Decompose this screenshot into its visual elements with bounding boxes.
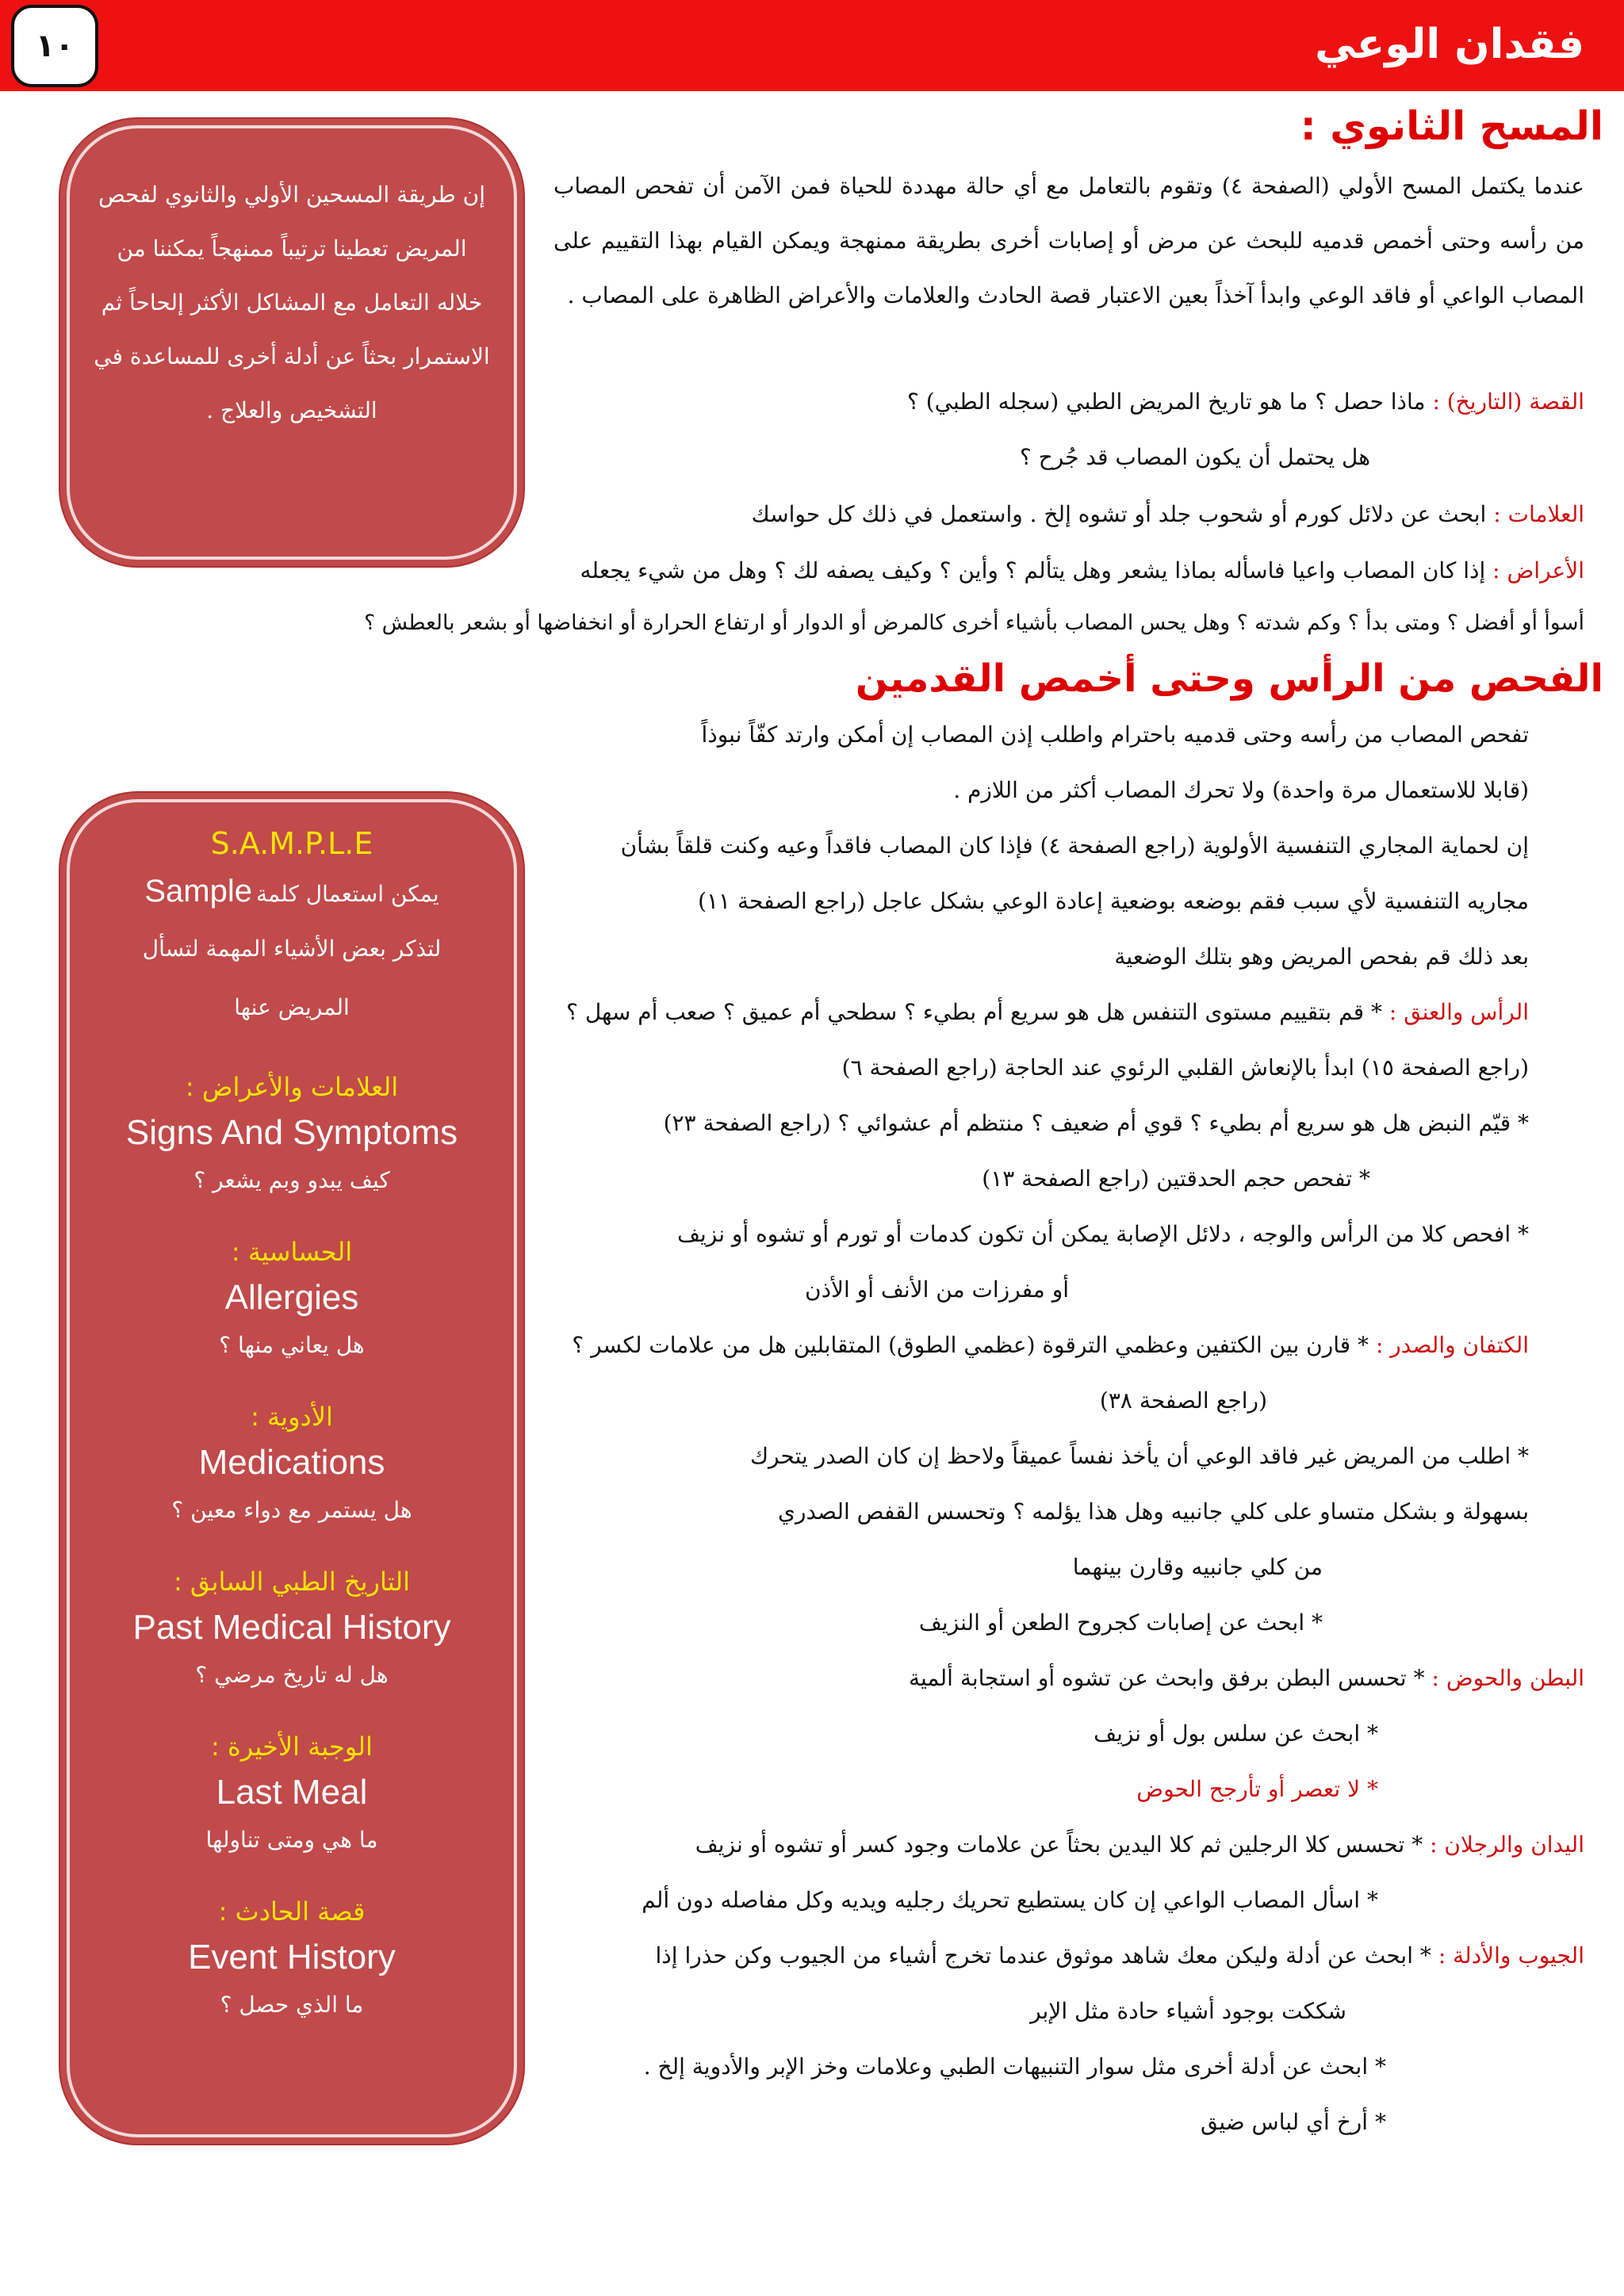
sample-allergies-title: الحساسية : [231, 1237, 353, 1267]
sample-meal-english: Last Meal [216, 1773, 368, 1812]
sample-meal-title: الوجبة الأخيرة : [211, 1732, 373, 1762]
story-label: القصة (التاريخ) : [1432, 388, 1584, 415]
head-neck-label: الرأس والعنق : [1388, 999, 1529, 1025]
sample-intro-ar: يمكن استعمال كلمة [256, 881, 439, 907]
head-neck-text-1: * قم بتقييم مستوى التنفس هل هو سريع أم بطيء ؟ سطحي أم عميق ؟ صعب أم سهل ؟ [566, 999, 1382, 1025]
sample-medications-english: Medications [198, 1443, 385, 1482]
exam-intro-line-2: (قابلا للاستعمال مرة واحدة) ولا تحرك المصاب أكثر من اللازم . [953, 777, 1529, 803]
info-box-text: إن طريقة المسحين الأولي والثانوي لفحص المريض تعطينا ترتيباً ممنهجاً يمكننا من خلاله التعامل مع المشاكل الأكثر إلحاحاً ثم الاستمرار بحثاً عن أدلة أخرى للمساعدة في التشخيص والعلاج . [94, 182, 490, 423]
sample-allergies-question: هل يعاني منها ؟ [219, 1332, 365, 1358]
story-text: ماذا حصل ؟ ما هو تاريخ المريض الطبي (سجله الطبي) ؟ [906, 388, 1426, 415]
sample-signs-question: كيف يبدو وبم يشعر ؟ [193, 1167, 390, 1193]
shoulders-label: الكتفان والصدر : [1375, 1332, 1529, 1358]
sample-signs-english: Signs And Symptoms [125, 1113, 458, 1152]
shoulders-line-3: * اطلب من المريض غير فاقد الوعي أن يأخذ نفساً عميقاً ولاحظ إن كان الصدر يتحرك [749, 1443, 1529, 1469]
section-intro-paragraph: عندما يكتمل المسح الأولي (الصفحة ٤) وتقوم بالتعامل مع أي حالة مهددة للحياة فمن الآمن أن تفحص المصاب من رأسه وحتى أخمص قدميه للبحث عن مرض أو إصابات أخرى بطريقة ممنهجة ويمكن القيام بهذا التقييم على المصاب الواعي أو فاقد الوعي وابدأ آخذاً بعين الاعتبار قصة الحادث والعلامات والأعراض الظاهرة على المصاب . [553, 173, 1585, 308]
info-box-sample [67, 799, 517, 2137]
abdomen-label: البطن والحوض : [1431, 1665, 1584, 1691]
story-line [907, 388, 1584, 415]
sample-history-title: التاريخ الطبي السابق : [173, 1567, 411, 1597]
limbs-line-2: * اسأل المصاب الواعي إن كان يستطيع تحريك رجليه ويديه وكل مفاصله دون ألم [642, 1887, 1378, 1913]
sample-intro-en: Sample [144, 874, 252, 909]
signs-text: ابحث عن دلائل كورم أو شحوب جلد أو تشوه إلخ . واستعمل في ذلك كل حواسك [751, 501, 1487, 527]
sample-allergies-english: Allergies [224, 1278, 359, 1317]
limbs-label: اليدان والرجلان : [1430, 1831, 1584, 1858]
head-neck-line-6: أو مفرزات من الأنف أو الأذن [805, 1276, 1069, 1303]
abdomen-text-1: * تحسس البطن برفق وابحث عن تشوه أو استجابة ألمية [908, 1665, 1425, 1691]
pockets-line-1 [656, 1942, 1584, 1969]
sample-history-question: هل له تاريخ مرضي ؟ [195, 1662, 389, 1688]
sample-event-english: Event History [188, 1938, 396, 1976]
shoulders-line-1 [572, 1332, 1529, 1358]
symptoms-line-2: أسوأ أو أفضل ؟ ومتى بدأ ؟ وكم شدته ؟ وهل يحس المصاب بأشياء أخرى كالمرض أو الدوار أو ارتفاع الحرارة أو انخفاضها أو بشعر بالعطش ؟ [364, 610, 1584, 635]
limbs-text-1: * تحسس كلا الرجلين ثم كلا اليدين بحثاً عن علامات وجود كسر أو تشوه أو نزيف [695, 1831, 1423, 1858]
head-neck-line-3: * قيّم النبض هل هو سريع أم بطيء ؟ قوي أم ضعيف ؟ منتظم أم عشوائي ؟ (راجع الصفحة ٢٣) [663, 1110, 1529, 1136]
symptoms-label: الأعراض : [1492, 557, 1584, 584]
abdomen-line-1 [909, 1665, 1584, 1691]
page-number: ١٠ [35, 28, 75, 64]
story-line-2: هل يحتمل أن يكون المصاب قد جُرح ؟ [1019, 444, 1370, 470]
head-neck-line-5: * افحص كلا من الرأس والوجه ، دلائل الإصابة يمكن أن تكون كدمات أو تورم أو تشوه أو نزيف [676, 1221, 1529, 1247]
page-number-badge [11, 5, 98, 87]
shoulders-text-1: * قارن بين الكتفين وعظمي الترقوة (عظمي الطوق) المتقابلين هل من علامات لكسر ؟ [572, 1332, 1369, 1358]
section-heading-secondary-survey: المسح الثانوي : [1300, 103, 1603, 149]
head-neck-line-2: (راجع الصفحة ١٥) ابدأ بالإنعاش القلبي الرئوي عند الحاجة (راجع الصفحة ٦) [841, 1054, 1529, 1081]
exam-intro-line-4: مجاريه التنفسية لأي سبب فقم بوضعه بوضعية إعادة الوعي بشكل عاجل (راجع الصفحة ١١) [698, 888, 1529, 914]
exam-intro-line-5: بعد ذلك قم بفحص المريض وهو بتلك الوضعية [1114, 943, 1529, 970]
sample-intro-line-1 [70, 874, 514, 909]
abdomen-line-3-warning: * لا تعصر أو تأرجح الحوض [1136, 1776, 1378, 1802]
sample-intro-line-3: المريض عنها [234, 994, 350, 1020]
pockets-text-1: * ابحث عن أدلة وليكن معك شاهد موثوق عندما تخرج أشياء من الجيوب وكن حذرا إذا [655, 1942, 1431, 1969]
info-box-survey-method [67, 125, 517, 560]
sample-medications-question: هل يستمر مع دواء معين ؟ [171, 1497, 412, 1523]
signs-line [752, 501, 1584, 527]
head-neck-line-1 [566, 999, 1529, 1025]
sample-intro-line-2: لتذكر بعض الأشياء المهمة لتسأل [142, 936, 442, 962]
head-neck-line-4: * تفحص حجم الحدقتين (راجع الصفحة ١٣) [982, 1165, 1370, 1192]
sample-acronym: S.A.M.P.L.E [210, 826, 373, 861]
chapter-title: فقدان الوعي [1315, 21, 1584, 68]
sample-meal-question: ما هي ومتى تناولها [205, 1827, 378, 1853]
pockets-line-4: * أرخ أي لباس ضيق [1201, 2109, 1386, 2135]
sample-signs-title: العلامات والأعراض : [185, 1072, 399, 1102]
exam-intro-line-1: تفحص المصاب من رأسه وحتى قدميه باحترام واطلب إذن المصاب إن أمكن وارتد كفّاً نبوذاً [701, 721, 1529, 748]
pockets-line-3: * ابحث عن أدلة أخرى مثل سوار التنبيهات الطبي وعلامات وخز الإبر والأدوية إلخ . [643, 2053, 1386, 2080]
sample-event-title: قصة الحادث : [218, 1896, 366, 1927]
section-heading-head-to-toe: الفحص من الرأس وحتى أخمص القدمين [855, 656, 1603, 701]
signs-label: العلامات : [1493, 501, 1584, 527]
sample-history-english: Past Medical History [132, 1608, 451, 1647]
shoulders-line-6: * ابحث عن إصابات كجروح الطعن أو النزيف [918, 1609, 1323, 1636]
shoulders-line-4: بسهولة و بشكل متساو على كلي جانبيه وهل هذا يؤلمه ؟ وتحسس القفص الصدري [778, 1498, 1529, 1525]
symptoms-text: إذا كان المصاب واعيا فاسأله بماذا يشعر وهل يتألم ؟ وأين ؟ وكيف يصفه لك ؟ وهل من شيء يجعله [580, 557, 1486, 584]
symptoms-line [580, 557, 1584, 584]
limbs-line-1 [695, 1831, 1584, 1858]
shoulders-line-5: من كلي جانبيه وقارن بينهما [1072, 1554, 1323, 1580]
pockets-label: الجيوب والأدلة : [1438, 1942, 1584, 1969]
abdomen-line-2: * ابحث عن سلس بول أو نزيف [1094, 1720, 1378, 1747]
exam-intro-line-3: إن لحماية المجاري التنفسية الأولوية (راجع الصفحة ٤) فإذا كان المصاب فاقداً وعيه وكنت قلقاً بشأن [620, 832, 1529, 859]
shoulders-line-2: (راجع الصفحة ٣٨) [1099, 1387, 1267, 1414]
pockets-line-2: شككت بوجود أشياء حادة مثل الإبر [1030, 1998, 1346, 2024]
sample-medications-title: الأدوية : [251, 1402, 333, 1432]
sample-event-question: ما الذي حصل ؟ [220, 1992, 364, 2018]
